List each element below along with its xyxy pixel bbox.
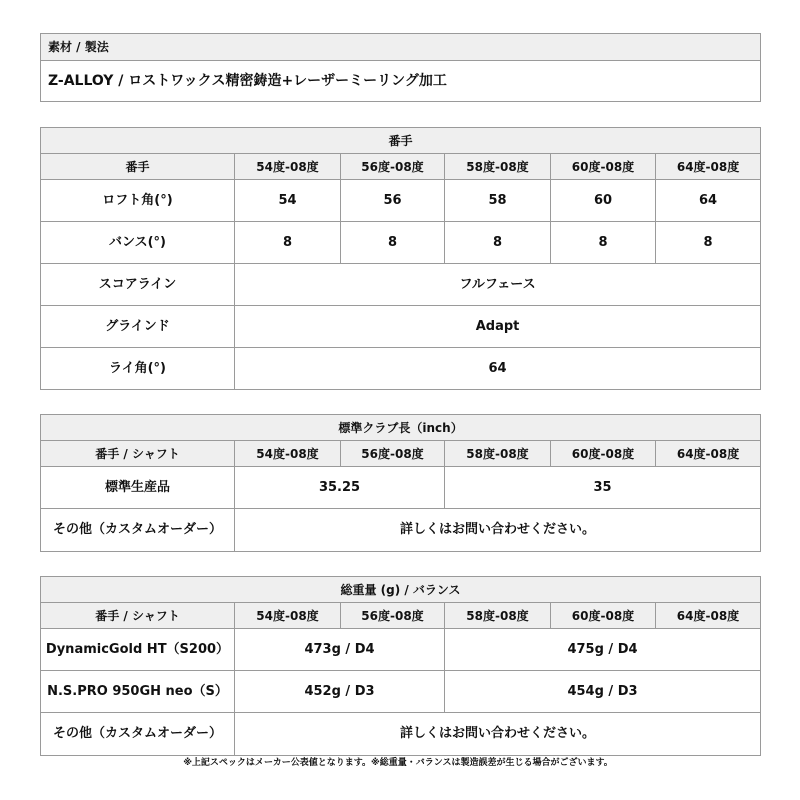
standard-length-label: 標準生産品 [41,467,235,509]
column-header-58: 58度-08度 [445,441,551,467]
length-title-row [41,415,761,441]
custom-weight-row [41,713,761,756]
lie-angle-value: 64 [235,348,761,390]
custom-weight-label: その他（カスタムオーダー） [41,713,235,756]
weight-title-row [41,577,761,603]
weight-column-header-row [41,603,761,629]
material-value-row [41,61,761,102]
bounce-label: バンス(°) [41,222,235,264]
loft-angle-row [41,180,761,222]
grind-row [41,306,761,348]
length-table-title: 標準クラブ長（inch） [41,415,761,441]
material-table [40,33,761,102]
column-header-54: 54度-08度 [235,441,341,467]
dynamic-gold-54-56: 473g / D4 [235,629,445,671]
dynamic-gold-row [41,629,761,671]
column-header-corner: 番手 / シャフト [41,441,235,467]
spec-title-row [41,128,761,154]
column-header-60: 60度-08度 [551,154,656,180]
bounce-cell: 8 [445,222,551,264]
material-value: Z-ALLOY / ロストワックス精密鋳造+レーザーミーリング加工 [41,61,761,102]
column-header-60: 60度-08度 [551,441,656,467]
dynamic-gold-label: DynamicGold HT（S200） [41,629,235,671]
ns-pro-58-64: 454g / D3 [445,671,761,713]
length-column-header-row [41,441,761,467]
loft-angle-cell: 54 [235,180,341,222]
custom-length-row [41,509,761,552]
lie-angle-row [41,348,761,390]
column-header-54: 54度-08度 [235,154,341,180]
loft-angle-cell: 64 [656,180,761,222]
column-header-64: 64度-08度 [656,603,761,629]
standard-length-58-64: 35 [445,467,761,509]
loft-angle-label: ロフト角(°) [41,180,235,222]
material-header: 素材 / 製法 [41,34,761,61]
custom-length-value: 詳しくはお問い合わせください。 [235,509,761,552]
standard-length-54-56: 35.25 [235,467,445,509]
custom-weight-value: 詳しくはお問い合わせください。 [235,713,761,756]
column-header-corner: 番手 / シャフト [41,603,235,629]
bounce-row [41,222,761,264]
bounce-cell: 8 [235,222,341,264]
bounce-cell: 8 [341,222,445,264]
spec-table-title: 番手 [41,128,761,154]
column-header-56: 56度-08度 [341,441,445,467]
standard-length-row [41,467,761,509]
column-header-54: 54度-08度 [235,603,341,629]
lie-angle-label: ライ角(°) [41,348,235,390]
column-header-corner: 番手 [41,154,235,180]
score-line-row [41,264,761,306]
spec-table [40,127,761,390]
spec-column-header-row [41,154,761,180]
column-header-60: 60度-08度 [551,603,656,629]
loft-angle-cell: 58 [445,180,551,222]
ns-pro-row [41,671,761,713]
score-line-value: フルフェース [235,264,761,306]
ns-pro-label: N.S.PRO 950GH neo（S） [41,671,235,713]
bounce-cell: 8 [656,222,761,264]
grind-label: グラインド [41,306,235,348]
material-header-row [41,34,761,61]
weight-table-title: 総重量 (g) / バランス [41,577,761,603]
column-header-56: 56度-08度 [341,603,445,629]
column-header-58: 58度-08度 [445,154,551,180]
column-header-64: 64度-08度 [656,441,761,467]
ns-pro-54-56: 452g / D3 [235,671,445,713]
bounce-cell: 8 [551,222,656,264]
column-header-56: 56度-08度 [341,154,445,180]
loft-angle-cell: 56 [341,180,445,222]
length-table [40,414,761,552]
custom-length-label: その他（カスタムオーダー） [41,509,235,552]
dynamic-gold-58-64: 475g / D4 [445,629,761,671]
column-header-58: 58度-08度 [445,603,551,629]
score-line-label: スコアライン [41,264,235,306]
grind-value: Adapt [235,306,761,348]
loft-angle-cell: 60 [551,180,656,222]
column-header-64: 64度-08度 [656,154,761,180]
weight-table [40,576,761,756]
footnote: ※上記スペックはメーカー公表値となります。※総重量・バランスは製造誤差が生じる場合がございます。 [183,758,613,768]
